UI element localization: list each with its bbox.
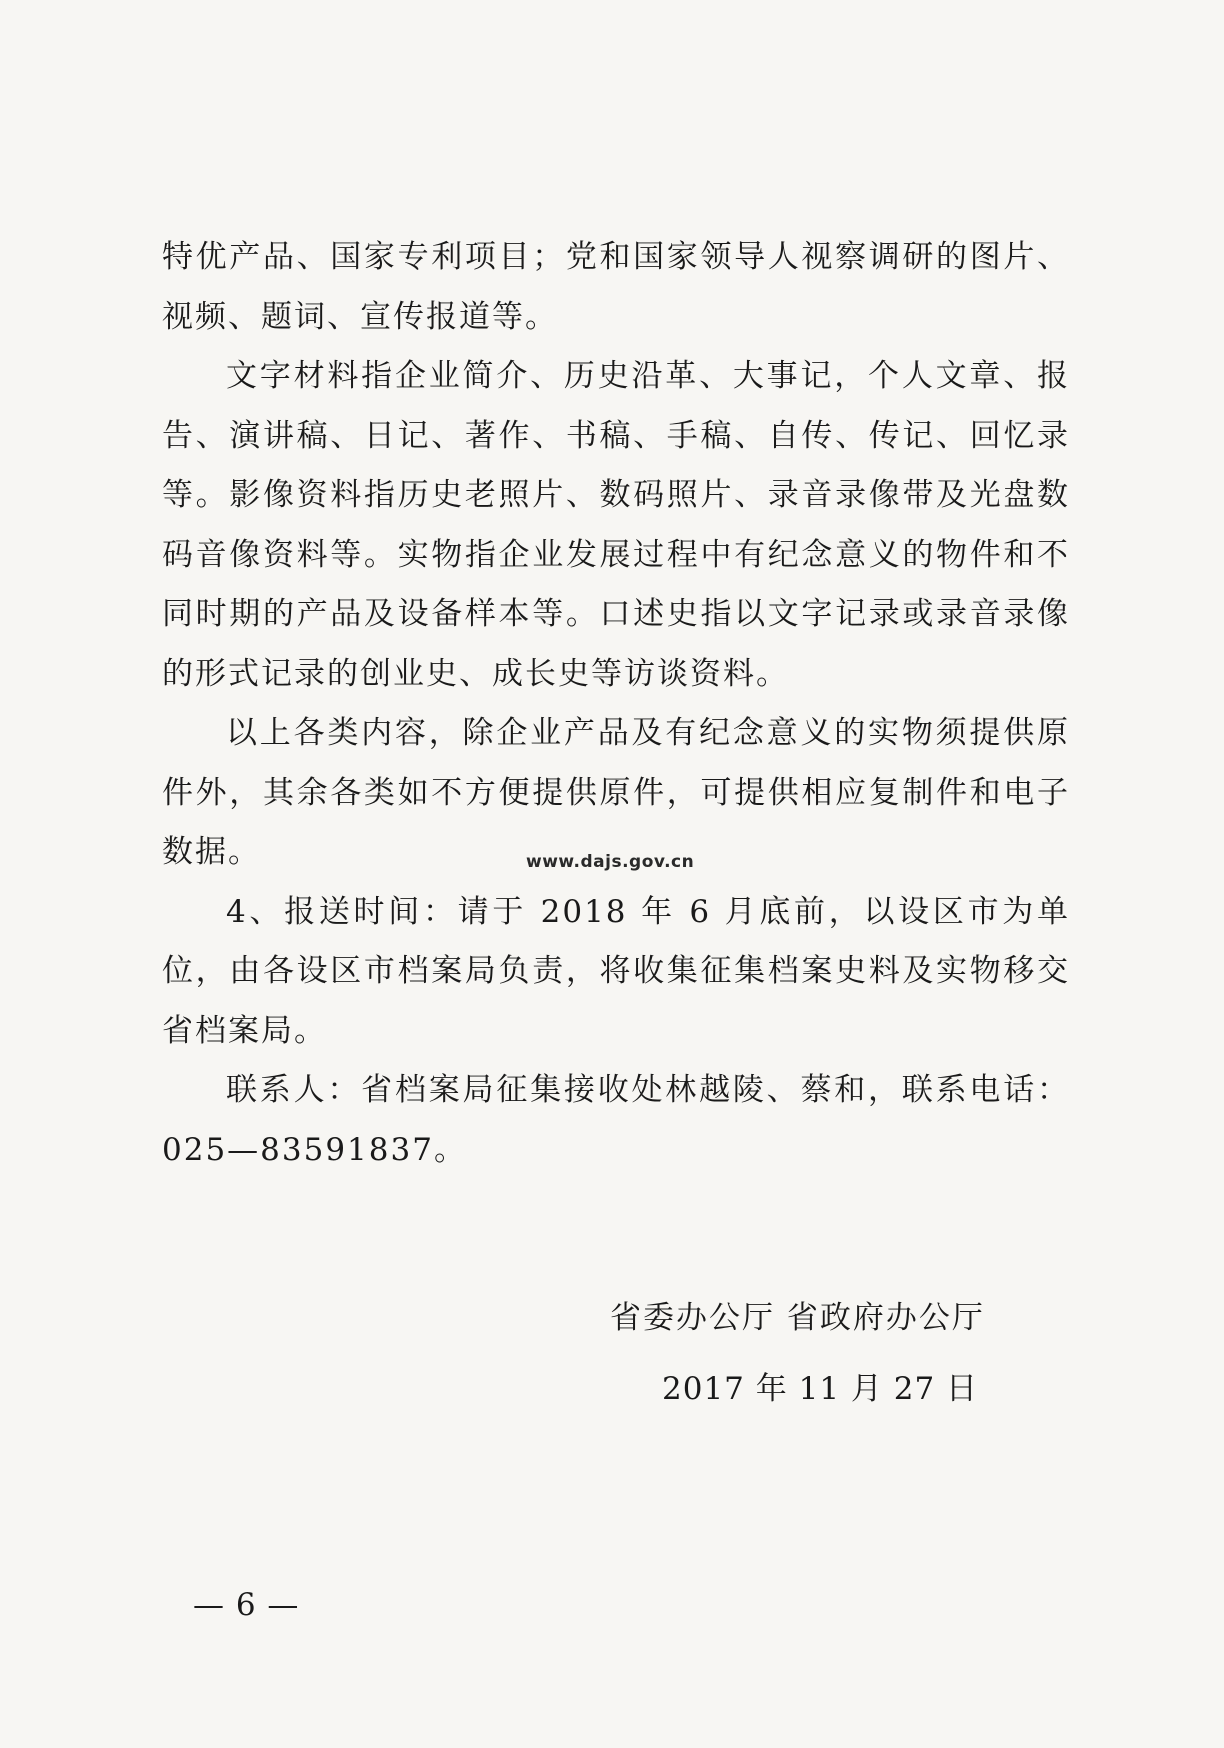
- issuer-signature: 省委办公厅 省政府办公厅: [610, 1300, 985, 1336]
- paragraph-originals: 以上各类内容，除企业产品及有纪念意义的实物须提供原件外，其余各类如不方便提供原件，可提供相应复制件和电子数据。: [162, 715, 1070, 870]
- paragraph-continuation: 特优产品、国家专利项目；党和国家领导人视察调研的图片、视频、题词、宣传报道等。: [162, 239, 1070, 335]
- watermark-url: www.dajs.gov.cn: [526, 852, 695, 872]
- page-number: — 6 —: [193, 1587, 300, 1623]
- document-body: [162, 228, 1070, 1180]
- paragraph-contact: 联系人：省档案局征集接收处林越陵、蔡和，联系电话：025—83591837。: [162, 1072, 1070, 1168]
- issue-date: 2017 年 11 月 27 日: [662, 1371, 979, 1407]
- paragraph-deadline: 4、报送时间：请于 2018 年 6 月底前，以设区市为单位，由各设区市档案局负责，将收集征集档案史料及实物移交省档案局。: [162, 893, 1070, 1049]
- paragraph-materials: 文字材料指企业简介、历史沿革、大事记，个人文章、报告、演讲稿、日记、著作、书稿、手稿、自传、传记、回忆录等。影像资料指历史老照片、数码照片、录音录像带及光盘数码音像资料等。实物指企业发展过程中有纪念意义的物件和不同时期的产品及设备样本等。口述史指以文字记录或录音录像的形式记录的创业史、成长史等访谈资料。: [162, 358, 1070, 692]
